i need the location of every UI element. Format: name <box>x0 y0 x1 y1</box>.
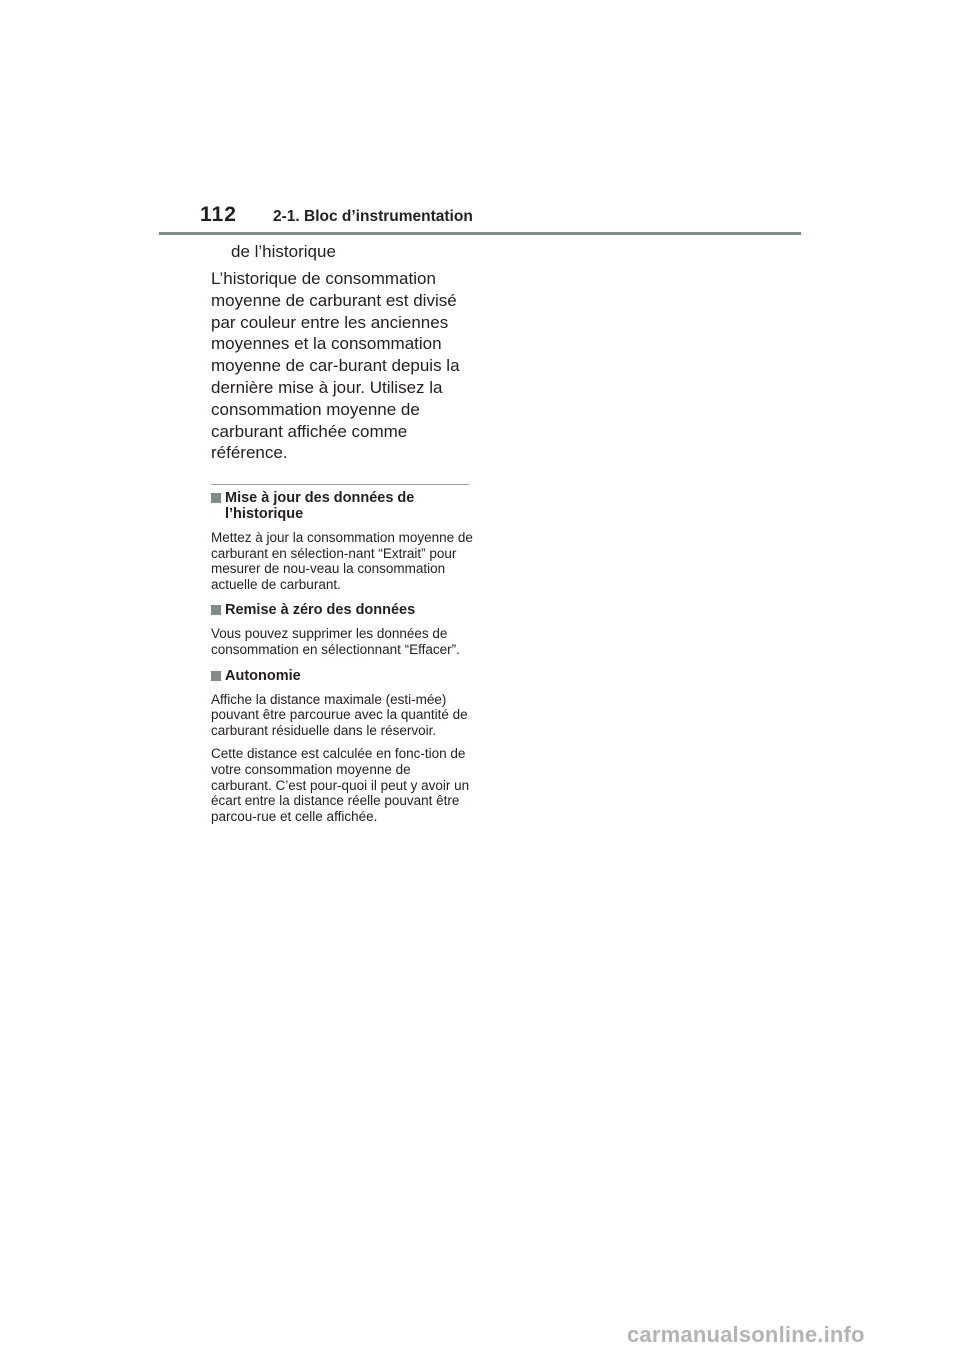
page-number: 112 <box>200 203 237 226</box>
page-header <box>0 0 960 240</box>
note-title: Mise à jour des données de l’historique <box>225 490 415 522</box>
section-divider <box>211 484 469 485</box>
note-range <box>211 668 473 825</box>
notes-section <box>211 490 473 824</box>
note-history-update <box>211 490 473 592</box>
note-body: Vous pouvez supprimer les données de consommation en sélectionnant “Effacer”. <box>211 626 460 657</box>
square-bullet-icon <box>211 493 221 503</box>
header-rule <box>159 232 801 235</box>
continued-line: de l’historique <box>231 242 336 261</box>
square-bullet-icon <box>211 605 221 615</box>
note-body: Cette distance est calculée en fonc-tion de votre consommation moyenne de carburant. C’est pour-quoi il peut y avoir un écart entre la distance réelle pouvant être parcou-rue et celle affichée. <box>211 746 470 824</box>
note-body: Mettez à jour la consommation moyenne de carburant en sélection-nant “Extrait” pour mesurer de nou-veau la consommation actuelle de carburant. <box>211 530 473 592</box>
note-title: Autonomie <box>225 667 301 684</box>
intro-text <box>211 241 481 464</box>
section-title: 2-1. Bloc d’instrumentation <box>273 208 473 225</box>
watermark-text: carmanualsonline.info <box>627 1322 865 1347</box>
intro-paragraph: L’historique de consommation moyenne de carburant est divisé par couleur entre les anciennes moyennes et la consommation moyenne de car-burant depuis la dernière mise à jour. Utilisez la consommation moyenne de carburant affichée comme référence. <box>211 269 460 463</box>
note-data-reset <box>211 602 473 657</box>
square-bullet-icon <box>211 671 221 681</box>
note-body: Affiche la distance maximale (esti-mée) pouvant être parcourue avec la quantité de carburant résiduelle dans le réservoir. <box>211 691 468 738</box>
note-title: Remise à zéro des données <box>225 602 416 619</box>
